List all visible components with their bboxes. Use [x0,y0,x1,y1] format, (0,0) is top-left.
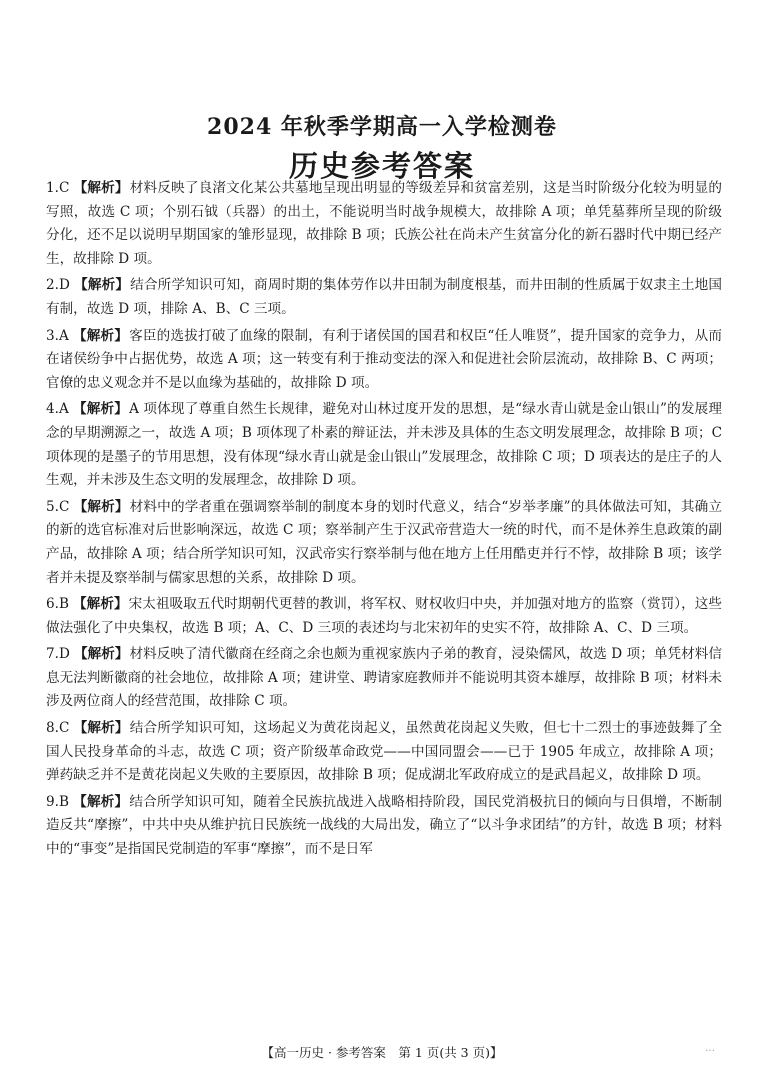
analysis-tag: 【解析】 [72,327,129,344]
answer-list [46,177,722,865]
analysis-tag: 【解析】 [73,646,129,663]
item-number: 7. [46,646,59,663]
item-number: 1. [46,180,59,196]
item-choice: A [58,327,69,344]
analysis-text: 结合所学知识可知，这场起义为黄花岗起义，虽然黄花岗起义失败，但七十二烈士的事迹鼓舞了全国人民投身革命的斗志，故选 C 项；资产阶级革命政党——中国同盟会——已于 1905 年成立，故排除 A 项；弹药缺乏并不是黄花岗起义失败的主要原因，故排除 B 项；促成湖北军政府成立的是武昌起义，故排除 D 项。 [46,720,723,784]
item-choice: D [58,277,70,294]
item-choice: C [58,720,70,737]
answer-item [46,274,722,321]
analysis-text: 材料中的学者重在强调察举制的制度本身的划时代意义，结合“岁举孝廉”的具体做法可知，其确立的新的选官标准对后世影响深远，故选 C 项；察举制产生于汉武帝营造大一统的时代，而不是休养生息政策的副产品，故排除 A 项；结合所学知识可知，汉武帝实行察举制与他在地方上任用酷吏并行不悖，故排除 B 项；该学者并未提及察举制与儒家思想的关系，故排除 D 项。 [46,498,722,586]
corner-mark: … [705,1043,715,1054]
analysis-text: 材料反映了良渚文化某公共墓地呈现出明显的等级差异和贫富差别，这是当时阶级分化较为明显的写照，故选 C 项；个别石钺（兵器）的出土，不能说明当时战争规模大，故排除 A 项；单凭墓葬所呈现的阶级分化，还不足以说明早期国家的雏形显现，故排除 B 项；氏族公社在尚未产生贫富分化的新石器时代中期已经产生，故排除 D 项。 [46,180,723,267]
answer-item [46,717,722,788]
analysis-tag: 【解析】 [72,596,128,613]
analysis-text: 宋太祖吸取五代时期朝代更替的教训，将军权、财权收归中央，并加强对地方的监察（赏罚），这些做法强化了中央集权，故选 B 项；A、C、D 三项的表述均与北宋初年的史实不符，故排除 A、C、D 三项。 [46,596,723,636]
item-choice: D [58,646,70,663]
page-footer: 【高一历史 · 参考答案 第 1 页(共 3 页)】 [261,1045,503,1060]
analysis-text: 结合所学知识可知，随着全民族抗战进入战略相持阶段，国民党消极抗日的倾向与日俱增，不断制造反共“摩擦”，中共中央从维护抗日民族统一战线的大局出发，确立了“以斗争求团结”的方针，故选 B 项；材料中的“事变”是指国民党制造的军事“摩擦”，而不是日军 [46,793,722,858]
answer-item [46,496,722,590]
analysis-text: A 项体现了尊重自然生长规律，避免对山林过度开发的思想，是“绿水青山就是金山银山”的发展理念的早期溯源之一，故选 A 项；B 项体现了朴素的辩证法，并未涉及具体的生态文明发展理念，故排除 B 项；C 项体现的是墨子的节用思想，没有体现“绿水青山就是金山银山”发展理念，故排除 C 项；D 项表达的是庄子的人生观，并未涉及生态文明的发展理念，故排除 D 项。 [46,401,723,489]
analysis-tag: 【解析】 [73,180,129,196]
item-choice: B [58,793,69,810]
item-number: 9. [46,793,59,810]
answer-item [46,177,722,271]
answer-item [46,791,722,862]
item-number: 8. [46,720,59,737]
item-choice: C [58,180,70,196]
item-number: 4. [46,401,59,418]
item-number: 6. [46,596,59,613]
analysis-tag: 【解析】 [72,401,129,418]
analysis-tag: 【解析】 [73,277,130,294]
item-number: 2. [46,277,59,294]
item-choice: C [58,498,70,515]
analysis-tag: 【解析】 [72,793,129,810]
item-choice: B [58,596,69,613]
analysis-tag: 【解析】 [73,720,129,737]
item-number: 3. [46,327,59,344]
analysis-text: 材料反映了清代徽商在经商之余也颇为重视家族内子弟的教育，浸染儒风，故选 D 项；单凭材料信息无法判断徽商的社会地位，故排除 A 项；建讲堂、聘请家庭教师并不能说明其资本雄厚，故排除 B 项；材料未涉及两位商人的经营范围，故排除 C 项。 [46,646,722,710]
analysis-tag: 【解析】 [73,498,129,515]
item-choice: A [58,401,69,418]
answer-item [46,643,722,714]
exam-title: 2024 年秋季学期高一入学检测卷 [207,114,557,140]
analysis-text: 客臣的选拔打破了血缘的限制，有利于诸侯国的国君和权臣“任人唯贤”，提升国家的竞争力，从而在诸侯纷争中占据优势，故选 A 项；这一转变有利于推动变法的深入和促进社会阶层流动，故排除 B、C 两项；官僚的忠义观念并不是以血缘为基础的，故排除 D 项。 [46,327,722,391]
item-number: 5. [46,498,59,515]
answer-key-title: 历史参考答案 [288,149,475,183]
answer-item [46,398,722,492]
analysis-text: 结合所学知识可知，商周时期的集体劳作以井田制为制度根基，而井田制的性质属于奴隶主土地国有制，故选 D 项，排除 A、B、C 三项。 [46,277,722,317]
answer-item [46,593,722,640]
answer-item [46,325,722,396]
